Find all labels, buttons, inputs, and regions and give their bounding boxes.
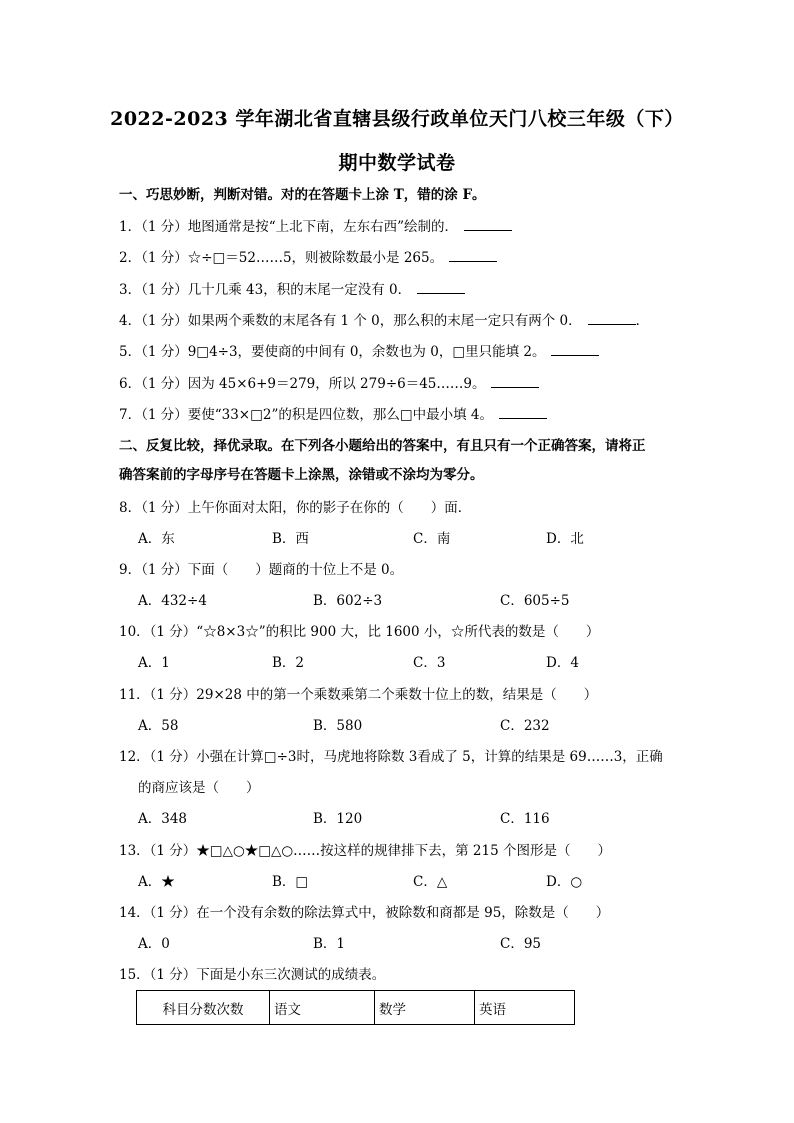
option-a[interactable]: A．348 — [138, 811, 188, 827]
answer-blank — [588, 312, 636, 325]
question-text: 7．（1 分）要使“33×□2”的积是四位数，那么□中最小填 4。 — [119, 407, 493, 423]
question-12-cont: 的商应该是（ ） — [138, 780, 260, 796]
question-6 — [119, 375, 539, 393]
option-b[interactable]: B．120 — [313, 811, 363, 827]
answer-blank — [491, 375, 539, 388]
question-2 — [119, 249, 497, 267]
question-8: 8．（1 分）上午你面对太阳，你的影子在你的（ ）面． — [119, 500, 472, 516]
option-a[interactable]: A．58 — [138, 718, 179, 734]
table-header-cell: 数学 — [375, 991, 475, 1025]
section-1-heading: 一、巧思妙断，判断对错。对的在答题卡上涂 T，错的涂 F。 — [119, 187, 486, 203]
question-14: 14．（1 分）在一个没有余数的除法算式中，被除数和商都是 95，除数是（ ） — [119, 905, 610, 921]
option-d[interactable]: D．○ — [546, 874, 583, 890]
option-c[interactable]: C．605÷5 — [500, 593, 570, 609]
answer-blank — [449, 249, 497, 262]
page-title: 2022-2023 学年湖北省直辖县级行政单位天门八校三年级（下） — [110, 108, 684, 130]
option-b[interactable]: B．1 — [313, 936, 346, 952]
option-d[interactable]: D．4 — [546, 655, 579, 671]
option-a[interactable]: A．0 — [138, 936, 170, 952]
question-10: 10．（1 分）“☆8×3☆”的积比 900 大，比 1600 小，☆所代表的数是（ ） — [119, 624, 600, 640]
option-c[interactable]: C．95 — [500, 936, 542, 952]
option-c[interactable]: C．南 — [413, 531, 451, 547]
answer-blank — [464, 218, 512, 231]
option-a[interactable]: A．★ — [138, 874, 175, 890]
option-b[interactable]: B．□ — [272, 874, 309, 890]
question-13: 13．（1 分）★□△○★□△○……按这样的规律排下去，第 215 个图形是（ ） — [119, 843, 611, 859]
question-12: 12．（1 分）小强在计算□÷3时，马虎地将除数 3看成了 5，计算的结果是 69……3，正确 — [119, 749, 663, 765]
table-row — [137, 991, 575, 1025]
page-subtitle: 期中数学试卷 — [338, 152, 456, 174]
option-b[interactable]: B．602÷3 — [313, 593, 383, 609]
question-3 — [119, 281, 465, 299]
question-4 — [119, 312, 649, 330]
answer-blank — [551, 343, 599, 356]
option-b[interactable]: B．580 — [313, 718, 363, 734]
question-7 — [119, 406, 547, 424]
question-9: 9．（1 分）下面（ ）题商的十位上不是 0。 — [119, 562, 404, 578]
option-c[interactable]: C．116 — [500, 811, 550, 827]
option-c[interactable]: C．3 — [413, 655, 446, 671]
question-text: 2．（1 分）☆÷□＝52……5，则被除数最小是 265。 — [119, 250, 444, 266]
section-2-heading: 二、反复比较，择优录取。在下列各小题给出的答案中，有且只有一个正确答案，请将正 — [119, 438, 646, 454]
option-d[interactable]: D．北 — [546, 531, 584, 547]
section-2-heading-cont: 确答案前的字母序号在答题卡上涂黑，涂错或不涂均为零分。 — [119, 467, 484, 483]
question-text: 5．（1 分）9□4÷3，要使商的中间有 0，余数也为 0，□里只能填 2。 — [119, 344, 546, 360]
table-header-cell: 英语 — [475, 991, 575, 1025]
question-text: 4．（1 分）如果两个乘数的末尾各有 1 个 0，那么积的末尾一定只有两个 0． — [119, 313, 582, 329]
option-b[interactable]: B．2 — [272, 655, 305, 671]
question-5 — [119, 343, 599, 361]
answer-blank — [499, 406, 547, 419]
question-suffix: ． — [635, 313, 650, 329]
table-header-cell: 语文 — [270, 991, 375, 1025]
score-table — [136, 990, 575, 1025]
question-text: 6．（1 分）因为 45×6+9＝279，所以 279÷6＝45……9。 — [119, 376, 486, 392]
option-c[interactable]: C．△ — [413, 874, 448, 890]
question-1 — [119, 218, 512, 236]
option-b[interactable]: B．西 — [272, 531, 309, 547]
table-header-cell: 科目分数次数 — [137, 991, 270, 1025]
question-text: 1．（1 分）地图通常是按“上北下南，左东右西”绘制的． — [119, 219, 459, 235]
question-text: 3．（1 分）几十几乘 43，积的末尾一定没有 0． — [119, 282, 412, 298]
answer-blank — [417, 281, 465, 294]
option-a[interactable]: A．432÷4 — [138, 593, 207, 609]
option-a[interactable]: A．1 — [138, 655, 170, 671]
option-c[interactable]: C．232 — [500, 718, 550, 734]
question-11: 11．（1 分）29×28 中的第一个乘数乘第二个乘数十位上的数，结果是（ ） — [119, 687, 598, 703]
option-a[interactable]: A．东 — [138, 531, 175, 547]
question-15: 15．（1 分）下面是小东三次测试的成绩表。 — [119, 967, 386, 983]
